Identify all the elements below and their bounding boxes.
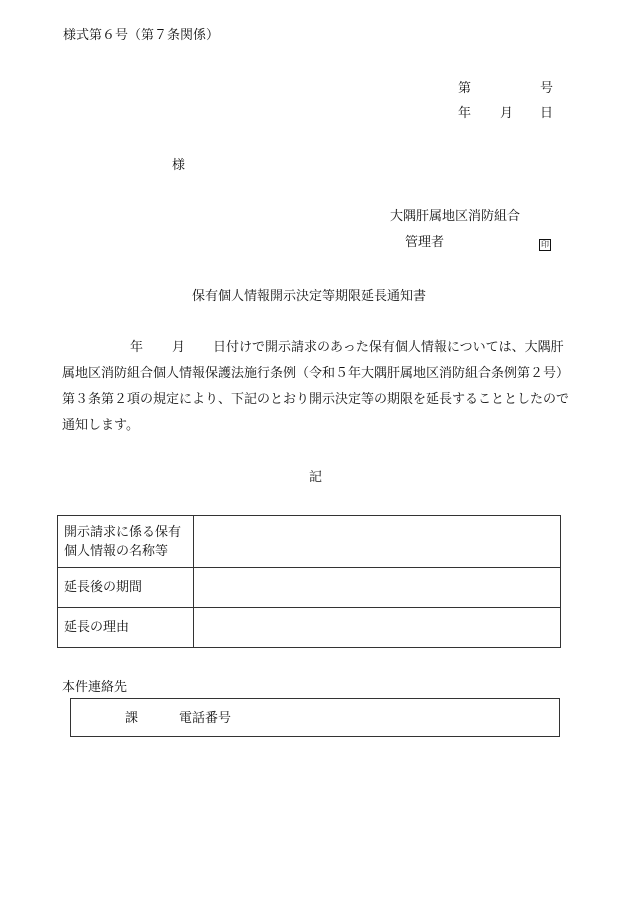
contact-phone-label: 電話番号 xyxy=(179,711,232,726)
contact-box xyxy=(70,698,560,737)
table-value-request-name xyxy=(194,516,561,568)
document-title: 保有個人情報開示決定等期限延長通知書 xyxy=(192,289,427,304)
table-label-extension-reason: 延長の理由 xyxy=(58,608,194,648)
addressee-sama: 様 xyxy=(172,158,186,173)
body-text: 日付けで開示請求のあった保有個人情報については、大隅肝属地区消防組合個人情報保護法施行条例（令和５年大隅肝属地区消防組合条例第２号）第３条第２項の規定により、下記のとおり開示決定等の期限を延長することとしたので通知します。 xyxy=(62,340,570,433)
info-table xyxy=(57,515,561,648)
seal-icon: 印 xyxy=(541,240,549,249)
table-label-request-name: 開示請求に係る保有個人情報の名称等 xyxy=(58,516,194,568)
table-value-extended-period xyxy=(194,568,561,608)
date-month: 月 xyxy=(500,106,514,121)
ki-heading: 記 xyxy=(309,470,323,485)
table-row xyxy=(58,608,561,648)
doc-number-dai: 第 xyxy=(458,81,472,96)
table-value-extension-reason xyxy=(194,608,561,648)
doc-number-go: 号 xyxy=(540,81,554,96)
contact-ka: 課 xyxy=(125,711,139,726)
contact-heading: 本件連絡先 xyxy=(62,680,128,695)
table-row xyxy=(58,516,561,568)
issuer-title: 管理者 xyxy=(405,235,445,250)
date-year: 年 xyxy=(458,106,472,121)
table-label-extended-period: 延長後の期間 xyxy=(58,568,194,608)
body-paragraph xyxy=(62,335,572,439)
issuer-organization: 大隅肝属地区消防組合 xyxy=(390,209,521,224)
body-year: 年 xyxy=(130,340,144,355)
table-row xyxy=(58,568,561,608)
date-day: 日 xyxy=(540,106,554,121)
form-number: 様式第６号（第７条関係） xyxy=(63,28,220,43)
body-month: 月 xyxy=(172,340,186,355)
